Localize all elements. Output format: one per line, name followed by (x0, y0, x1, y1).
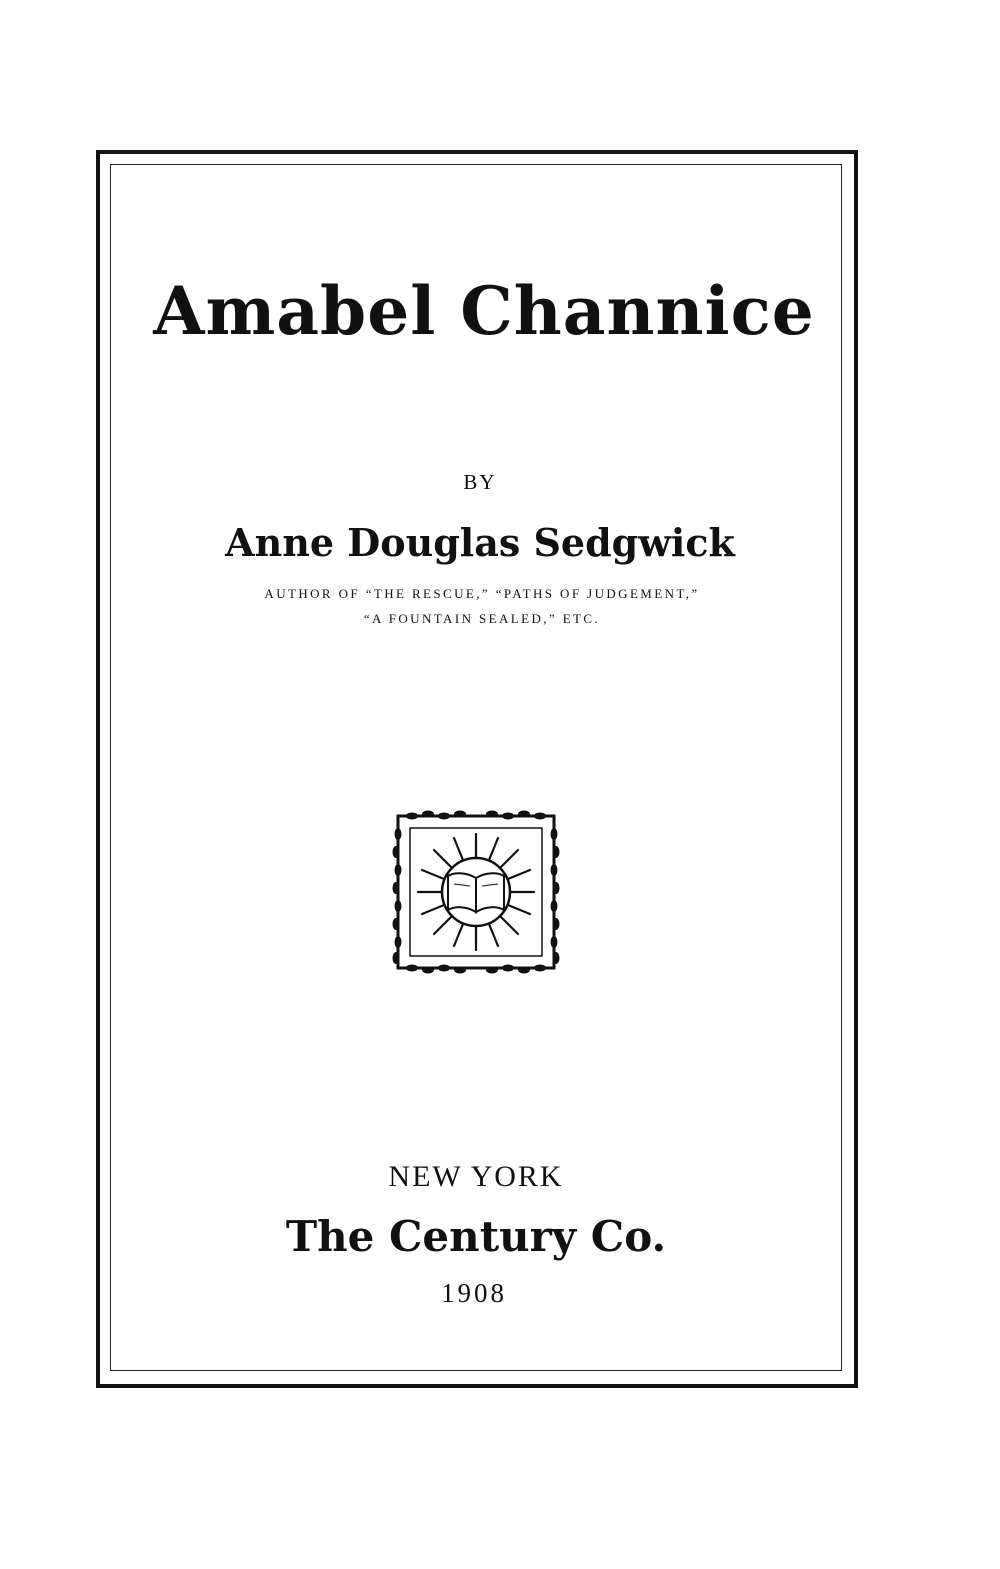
book-title: Amabel Channice (153, 272, 815, 350)
publisher-device-icon (388, 806, 564, 978)
author-credits-line-2: “A FOUNTAIN SEALED,” ETC. (363, 611, 601, 626)
publication-city: NEW YORK (388, 1160, 564, 1193)
author-credits-line-1: AUTHOR OF “THE RESCUE,” “PATHS OF JUDGEMENT,” (264, 586, 700, 601)
publisher-name: The Century Co. (285, 1212, 667, 1261)
author-name: Anne Douglas Sedgwick (225, 520, 735, 565)
publication-year: 1908 (441, 1278, 507, 1308)
by-label: BY (463, 470, 497, 494)
